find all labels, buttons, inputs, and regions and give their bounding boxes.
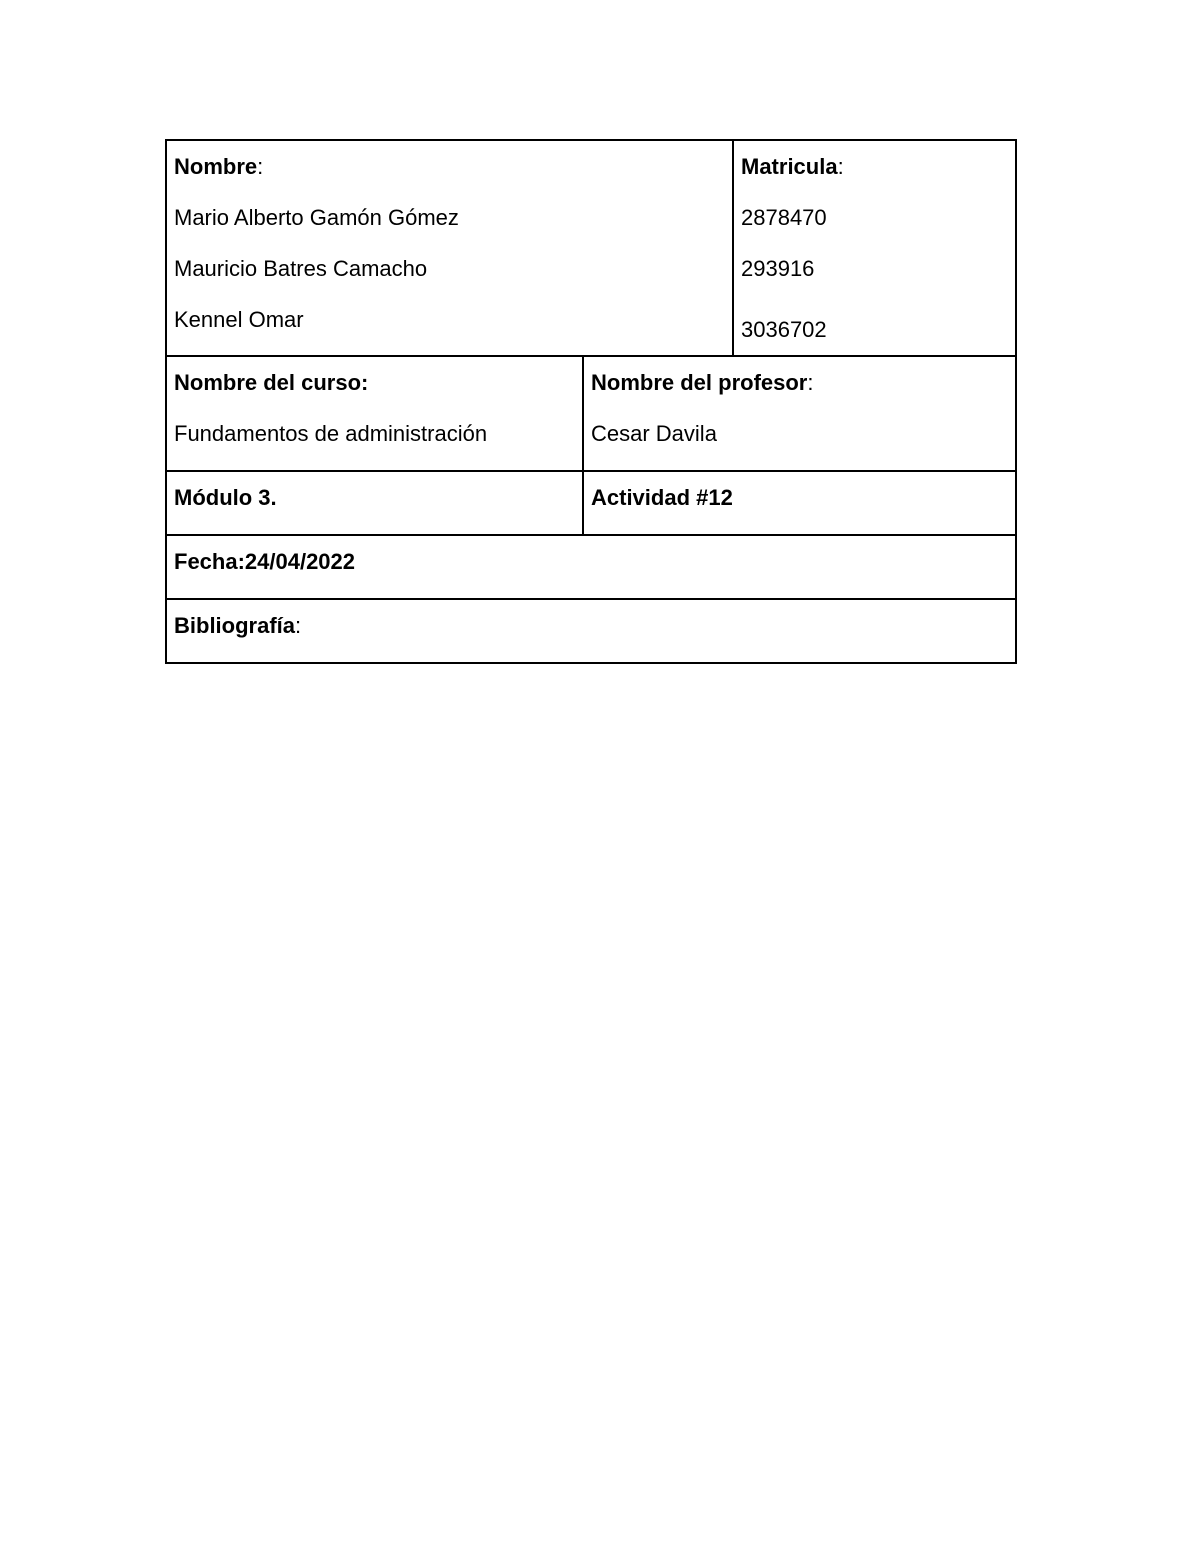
- cover-info-table: [165, 139, 1017, 664]
- bibliography-row: [166, 599, 1016, 663]
- professor-heading: Nombre del profesor:: [591, 370, 814, 395]
- student-name: Mauricio Batres Camacho: [174, 256, 428, 281]
- bibliography-cell: [166, 599, 1016, 663]
- date-label: Fecha:24/04/2022: [174, 549, 356, 574]
- names-cell: [166, 140, 733, 356]
- date-row: [166, 535, 1016, 599]
- student-name: Kennel Omar: [174, 307, 304, 332]
- student-id: 2878470: [741, 205, 827, 230]
- professor-cell: [583, 356, 1016, 471]
- bibliography-heading: Bibliografía:: [174, 613, 302, 638]
- module-row: [166, 471, 1016, 535]
- nombre-heading: Nombre:: [174, 154, 264, 179]
- module-label: Módulo 3.: [174, 485, 277, 510]
- professor-name: Cesar Davila: [591, 421, 717, 446]
- student-id: 293916: [741, 256, 815, 281]
- activity-cell: [583, 471, 1016, 535]
- course-cell: [166, 356, 583, 471]
- module-cell: [166, 471, 583, 535]
- student-name: Mario Alberto Gamón Gómez: [174, 205, 459, 230]
- names-row: [166, 140, 1016, 356]
- date-cell: [166, 535, 1016, 599]
- course-heading: Nombre del curso:: [174, 370, 369, 395]
- course-row: [166, 356, 1016, 471]
- student-id: 3036702: [741, 317, 827, 342]
- activity-label: Actividad #12: [591, 485, 733, 510]
- course-name: Fundamentos de administración: [174, 421, 488, 446]
- matricula-cell: [733, 140, 1016, 356]
- matricula-heading: Matricula:: [741, 154, 844, 179]
